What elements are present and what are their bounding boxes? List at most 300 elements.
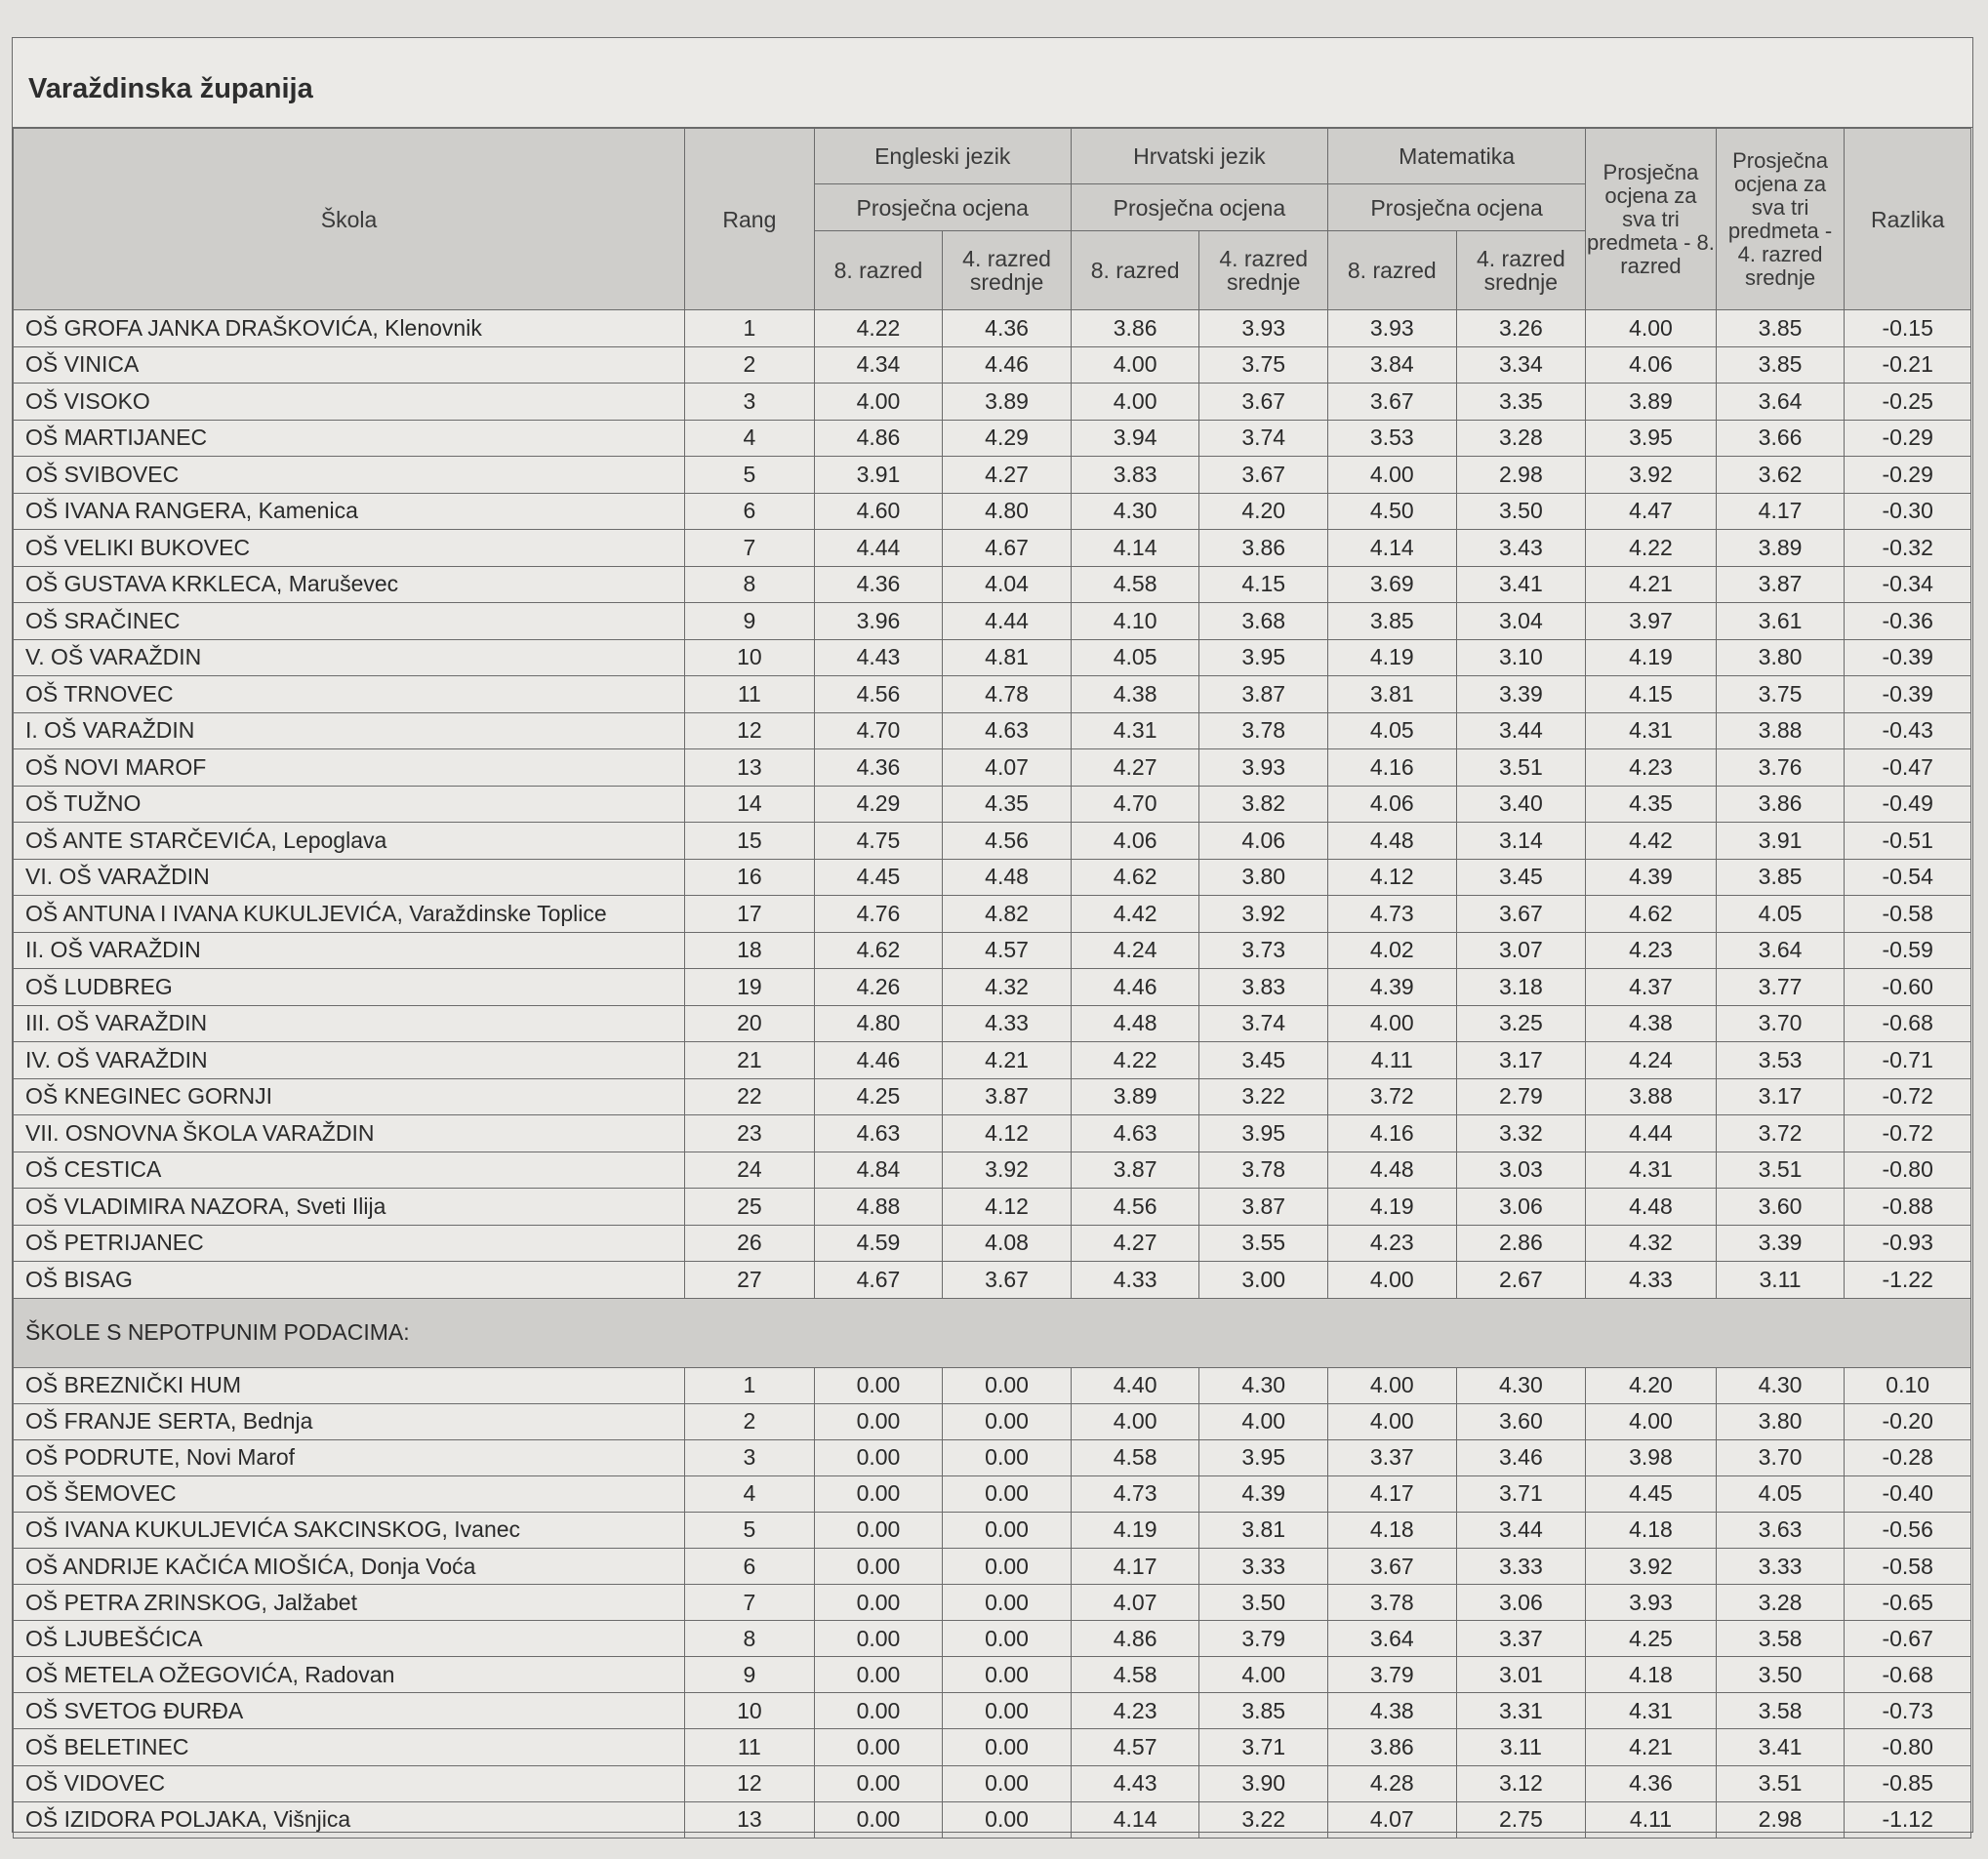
cell-math-4: 3.60: [1456, 1403, 1586, 1439]
cell-school-name: OŠ KNEGINEC GORNJI: [14, 1078, 685, 1115]
cell-difference: -0.34: [1845, 566, 1971, 603]
cell-croatian-4: 3.95: [1199, 1439, 1328, 1475]
cell-avg-all-4: 3.86: [1716, 786, 1845, 823]
cell-english-4: 3.89: [943, 384, 1072, 421]
cell-english-4: 0.00: [943, 1765, 1072, 1801]
cell-croatian-4: 3.82: [1199, 786, 1328, 823]
section-label: ŠKOLE S NEPOTPUNIM PODACIMA:: [14, 1298, 1971, 1367]
cell-croatian-4: 3.87: [1199, 1189, 1328, 1226]
table-row: [14, 1475, 1971, 1512]
cell-croatian-4: 3.87: [1199, 676, 1328, 713]
cell-croatian-8: 4.06: [1071, 823, 1199, 860]
cell-english-4: 4.56: [943, 823, 1072, 860]
cell-rank: 7: [685, 1585, 815, 1621]
cell-croatian-8: 4.14: [1071, 1801, 1199, 1838]
cell-avg-all-8: 4.31: [1586, 1693, 1717, 1729]
cell-english-8: 4.76: [814, 896, 943, 933]
table-row: [14, 1693, 1971, 1729]
cell-english-4: 3.87: [943, 1078, 1072, 1115]
table-row: [14, 786, 1971, 823]
cell-avg-all-4: 3.50: [1716, 1657, 1845, 1693]
cell-avg-all-8: 4.44: [1586, 1115, 1717, 1152]
cell-english-4: 4.27: [943, 457, 1072, 494]
cell-math-8: 3.86: [1327, 1729, 1456, 1765]
cell-math-4: 4.30: [1456, 1367, 1586, 1403]
cell-math-8: 3.69: [1327, 566, 1456, 603]
cell-math-8: 3.53: [1327, 420, 1456, 457]
cell-math-4: 3.41: [1456, 566, 1586, 603]
table-row: [14, 1729, 1971, 1765]
cell-english-4: 4.12: [943, 1189, 1072, 1226]
cell-english-8: 0.00: [814, 1548, 943, 1584]
cell-english-8: 0.00: [814, 1729, 943, 1765]
cell-math-4: 3.43: [1456, 530, 1586, 567]
cell-math-4: 3.46: [1456, 1439, 1586, 1475]
cell-croatian-8: 4.05: [1071, 639, 1199, 676]
cell-math-8: 4.00: [1327, 1005, 1456, 1042]
cell-school-name: OŠ VINICA: [14, 346, 685, 384]
cell-school-name: OŠ FRANJE SERTA, Bednja: [14, 1403, 685, 1439]
cell-english-8: 4.22: [814, 310, 943, 347]
cell-math-4: 3.04: [1456, 603, 1586, 640]
cell-rank: 10: [685, 1693, 815, 1729]
cell-english-8: 0.00: [814, 1403, 943, 1439]
cell-math-8: 4.28: [1327, 1765, 1456, 1801]
cell-croatian-8: 4.10: [1071, 603, 1199, 640]
cell-difference: -0.47: [1845, 749, 1971, 787]
cell-math-8: 4.00: [1327, 1403, 1456, 1439]
cell-english-8: 0.00: [814, 1367, 943, 1403]
cell-math-8: 3.93: [1327, 310, 1456, 347]
cell-math-8: 4.50: [1327, 493, 1456, 530]
cell-croatian-4: 3.74: [1199, 420, 1328, 457]
header-croatian-grade8: 8. razred: [1071, 231, 1199, 310]
cell-rank: 9: [685, 603, 815, 640]
cell-difference: -0.29: [1845, 420, 1971, 457]
cell-math-8: 4.06: [1327, 786, 1456, 823]
cell-rank: 23: [685, 1115, 815, 1152]
cell-english-4: 3.92: [943, 1152, 1072, 1189]
cell-school-name: II. OŠ VARAŽDIN: [14, 932, 685, 969]
cell-croatian-4: 3.93: [1199, 749, 1328, 787]
cell-english-4: 4.82: [943, 896, 1072, 933]
cell-english-8: 4.80: [814, 1005, 943, 1042]
cell-avg-all-8: 3.88: [1586, 1078, 1717, 1115]
cell-difference: -0.73: [1845, 1693, 1971, 1729]
cell-avg-all-4: 3.77: [1716, 969, 1845, 1006]
cell-avg-all-8: 4.25: [1586, 1621, 1717, 1657]
cell-math-8: 4.16: [1327, 749, 1456, 787]
cell-avg-all-8: 4.31: [1586, 1152, 1717, 1189]
table-row: [14, 1225, 1971, 1262]
cell-rank: 8: [685, 566, 815, 603]
cell-english-4: 0.00: [943, 1548, 1072, 1584]
cell-school-name: OŠ ANTUNA I IVANA KUKULJEVIĆA, Varaždinske Toplice: [14, 896, 685, 933]
cell-english-4: 4.32: [943, 969, 1072, 1006]
cell-croatian-4: 3.86: [1199, 530, 1328, 567]
cell-avg-all-4: 3.60: [1716, 1189, 1845, 1226]
cell-math-4: 3.14: [1456, 823, 1586, 860]
table-row: [14, 1115, 1971, 1152]
cell-math-8: 3.84: [1327, 346, 1456, 384]
cell-avg-all-4: 3.70: [1716, 1005, 1845, 1042]
cell-math-8: 3.67: [1327, 1548, 1456, 1584]
cell-difference: -0.60: [1845, 969, 1971, 1006]
cell-avg-all-8: 4.35: [1586, 786, 1717, 823]
cell-avg-all-8: 4.00: [1586, 1403, 1717, 1439]
cell-english-4: 4.36: [943, 310, 1072, 347]
cell-school-name: OŠ SVETOG ĐURĐA: [14, 1693, 685, 1729]
cell-difference: -0.72: [1845, 1115, 1971, 1152]
cell-croatian-4: 4.20: [1199, 493, 1328, 530]
cell-rank: 11: [685, 676, 815, 713]
table-row: [14, 1585, 1971, 1621]
cell-avg-all-4: 4.05: [1716, 1475, 1845, 1512]
table-row: [14, 1042, 1971, 1079]
cell-difference: -1.12: [1845, 1801, 1971, 1838]
cell-rank: 26: [685, 1225, 815, 1262]
cell-difference: -0.25: [1845, 384, 1971, 421]
cell-school-name: IV. OŠ VARAŽDIN: [14, 1042, 685, 1079]
header-croatian: Hrvatski jezik: [1071, 129, 1327, 184]
cell-math-4: 3.51: [1456, 749, 1586, 787]
cell-avg-all-8: 4.18: [1586, 1512, 1717, 1548]
cell-english-8: 4.60: [814, 493, 943, 530]
header-rank: Rang: [685, 129, 815, 310]
cell-math-8: 4.23: [1327, 1225, 1456, 1262]
cell-school-name: OŠ VLADIMIRA NAZORA, Sveti Ilija: [14, 1189, 685, 1226]
cell-difference: -0.68: [1845, 1005, 1971, 1042]
cell-english-8: 4.29: [814, 786, 943, 823]
cell-math-4: 3.26: [1456, 310, 1586, 347]
cell-school-name: I. OŠ VARAŽDIN: [14, 712, 685, 749]
table-row: [14, 639, 1971, 676]
cell-school-name: OŠ PETRA ZRINSKOG, Jalžabet: [14, 1585, 685, 1621]
cell-avg-all-8: 4.38: [1586, 1005, 1717, 1042]
cell-croatian-8: 4.31: [1071, 712, 1199, 749]
cell-croatian-4: 3.92: [1199, 896, 1328, 933]
cell-rank: 3: [685, 1439, 815, 1475]
cell-english-8: 3.91: [814, 457, 943, 494]
table-row: [14, 1657, 1971, 1693]
cell-difference: -0.68: [1845, 1657, 1971, 1693]
cell-croatian-8: 4.27: [1071, 1225, 1199, 1262]
cell-difference: -0.80: [1845, 1152, 1971, 1189]
cell-math-4: 3.44: [1456, 712, 1586, 749]
table-row: [14, 1765, 1971, 1801]
cell-avg-all-4: 3.63: [1716, 1512, 1845, 1548]
cell-school-name: OŠ VIDOVEC: [14, 1765, 685, 1801]
cell-avg-all-8: 3.97: [1586, 603, 1717, 640]
cell-english-8: 3.96: [814, 603, 943, 640]
cell-english-8: 4.56: [814, 676, 943, 713]
cell-math-4: 2.98: [1456, 457, 1586, 494]
cell-difference: -0.36: [1845, 603, 1971, 640]
cell-avg-all-4: 3.58: [1716, 1693, 1845, 1729]
cell-croatian-4: 3.81: [1199, 1512, 1328, 1548]
table-row: [14, 1801, 1971, 1838]
table-row: [14, 1152, 1971, 1189]
cell-croatian-8: 4.73: [1071, 1475, 1199, 1512]
cell-avg-all-8: 4.23: [1586, 749, 1717, 787]
cell-english-8: 0.00: [814, 1475, 943, 1512]
cell-math-8: 4.11: [1327, 1042, 1456, 1079]
cell-croatian-8: 4.42: [1071, 896, 1199, 933]
cell-school-name: OŠ IVANA RANGERA, Kamenica: [14, 493, 685, 530]
cell-english-8: 0.00: [814, 1657, 943, 1693]
table-row: [14, 896, 1971, 933]
header-croatian-avg: Prosječna ocjena: [1071, 184, 1327, 231]
table-row: [14, 457, 1971, 494]
cell-math-8: 4.12: [1327, 859, 1456, 896]
cell-difference: -0.67: [1845, 1621, 1971, 1657]
cell-difference: -0.58: [1845, 896, 1971, 933]
header-avg-all-8: Prosječna ocjena za sva tri predmeta - 8. razred: [1586, 129, 1717, 310]
cell-english-8: 0.00: [814, 1765, 943, 1801]
cell-rank: 16: [685, 859, 815, 896]
cell-math-4: 3.37: [1456, 1621, 1586, 1657]
cell-rank: 6: [685, 493, 815, 530]
cell-avg-all-4: 3.28: [1716, 1585, 1845, 1621]
cell-avg-all-8: 3.89: [1586, 384, 1717, 421]
cell-math-4: 3.31: [1456, 1693, 1586, 1729]
cell-math-8: 4.39: [1327, 969, 1456, 1006]
cell-rank: 13: [685, 1801, 815, 1838]
cell-croatian-8: 4.07: [1071, 1585, 1199, 1621]
cell-avg-all-4: 3.62: [1716, 457, 1845, 494]
cell-croatian-8: 4.58: [1071, 566, 1199, 603]
cell-croatian-4: 3.68: [1199, 603, 1328, 640]
cell-english-4: 4.35: [943, 786, 1072, 823]
cell-croatian-4: 3.83: [1199, 969, 1328, 1006]
cell-math-4: 3.45: [1456, 859, 1586, 896]
cell-avg-all-4: 3.80: [1716, 1403, 1845, 1439]
cell-croatian-8: 4.19: [1071, 1512, 1199, 1548]
table-row: [14, 1078, 1971, 1115]
cell-school-name: VII. OSNOVNA ŠKOLA VARAŽDIN: [14, 1115, 685, 1152]
cell-avg-all-4: 3.85: [1716, 859, 1845, 896]
cell-math-4: 3.18: [1456, 969, 1586, 1006]
cell-english-8: 4.43: [814, 639, 943, 676]
cell-croatian-4: 3.55: [1199, 1225, 1328, 1262]
cell-rank: 6: [685, 1548, 815, 1584]
cell-english-4: 4.33: [943, 1005, 1072, 1042]
table-row: [14, 749, 1971, 787]
cell-english-4: 4.07: [943, 749, 1072, 787]
cell-croatian-4: 3.93: [1199, 310, 1328, 347]
cell-math-4: 3.40: [1456, 786, 1586, 823]
cell-avg-all-8: 4.62: [1586, 896, 1717, 933]
cell-english-8: 4.86: [814, 420, 943, 457]
table-row: [14, 310, 1971, 347]
cell-avg-all-4: 3.80: [1716, 639, 1845, 676]
cell-croatian-8: 4.00: [1071, 384, 1199, 421]
cell-avg-all-8: 3.93: [1586, 1585, 1717, 1621]
cell-croatian-4: 3.78: [1199, 712, 1328, 749]
cell-school-name: OŠ NOVI MAROF: [14, 749, 685, 787]
cell-rank: 27: [685, 1262, 815, 1299]
cell-avg-all-4: 3.88: [1716, 712, 1845, 749]
cell-croatian-8: 4.27: [1071, 749, 1199, 787]
cell-english-8: 0.00: [814, 1801, 943, 1838]
cell-math-4: 3.67: [1456, 896, 1586, 933]
cell-avg-all-8: 4.20: [1586, 1367, 1717, 1403]
cell-english-4: 0.00: [943, 1439, 1072, 1475]
cell-avg-all-4: 3.51: [1716, 1152, 1845, 1189]
cell-school-name: OŠ PODRUTE, Novi Marof: [14, 1439, 685, 1475]
cell-difference: -0.58: [1845, 1548, 1971, 1584]
results-sheet: [12, 37, 1973, 1833]
cell-avg-all-4: 3.64: [1716, 384, 1845, 421]
cell-school-name: OŠ MARTIJANEC: [14, 420, 685, 457]
header-english-grade8: 8. razred: [814, 231, 943, 310]
table-row: [14, 1189, 1971, 1226]
cell-math-8: 4.38: [1327, 1693, 1456, 1729]
cell-english-4: 0.00: [943, 1475, 1072, 1512]
cell-english-8: 0.00: [814, 1585, 943, 1621]
cell-rank: 22: [685, 1078, 815, 1115]
cell-english-8: 0.00: [814, 1512, 943, 1548]
cell-school-name: OŠ GROFA JANKA DRAŠKOVIĆA, Klenovnik: [14, 310, 685, 347]
cell-difference: -0.29: [1845, 457, 1971, 494]
cell-croatian-8: 3.83: [1071, 457, 1199, 494]
cell-avg-all-8: 3.92: [1586, 1548, 1717, 1584]
cell-avg-all-4: 2.98: [1716, 1801, 1845, 1838]
table-row: [14, 676, 1971, 713]
cell-croatian-8: 4.30: [1071, 493, 1199, 530]
cell-math-4: 3.07: [1456, 932, 1586, 969]
page-title: Varaždinska županija: [13, 38, 1972, 128]
cell-rank: 25: [685, 1189, 815, 1226]
cell-school-name: III. OŠ VARAŽDIN: [14, 1005, 685, 1042]
cell-math-8: 4.19: [1327, 639, 1456, 676]
cell-avg-all-8: 4.19: [1586, 639, 1717, 676]
cell-school-name: OŠ LUDBREG: [14, 969, 685, 1006]
table-row: [14, 1403, 1971, 1439]
cell-difference: -0.40: [1845, 1475, 1971, 1512]
cell-difference: 0.10: [1845, 1367, 1971, 1403]
cell-croatian-4: 4.39: [1199, 1475, 1328, 1512]
cell-croatian-4: 3.95: [1199, 1115, 1328, 1152]
cell-english-8: 4.75: [814, 823, 943, 860]
cell-avg-all-8: 4.23: [1586, 932, 1717, 969]
cell-english-8: 4.36: [814, 566, 943, 603]
cell-avg-all-4: 3.39: [1716, 1225, 1845, 1262]
cell-difference: -0.65: [1845, 1585, 1971, 1621]
cell-english-4: 0.00: [943, 1621, 1072, 1657]
table-row: [14, 530, 1971, 567]
cell-croatian-4: 3.22: [1199, 1801, 1328, 1838]
cell-english-4: 4.48: [943, 859, 1072, 896]
cell-school-name: OŠ BELETINEC: [14, 1729, 685, 1765]
header-math-grade4: 4. razred srednje: [1456, 231, 1586, 310]
cell-avg-all-8: 4.31: [1586, 712, 1717, 749]
cell-math-8: 4.17: [1327, 1475, 1456, 1512]
cell-difference: -0.54: [1845, 859, 1971, 896]
cell-croatian-4: 3.67: [1199, 457, 1328, 494]
cell-math-4: 3.12: [1456, 1765, 1586, 1801]
cell-avg-all-4: 3.66: [1716, 420, 1845, 457]
cell-math-8: 4.16: [1327, 1115, 1456, 1152]
cell-english-4: 0.00: [943, 1585, 1072, 1621]
cell-avg-all-4: 3.91: [1716, 823, 1845, 860]
cell-math-8: 3.85: [1327, 603, 1456, 640]
cell-croatian-8: 4.22: [1071, 1042, 1199, 1079]
cell-avg-all-4: 3.85: [1716, 310, 1845, 347]
table-row: [14, 932, 1971, 969]
cell-english-8: 0.00: [814, 1693, 943, 1729]
cell-difference: -0.88: [1845, 1189, 1971, 1226]
cell-school-name: OŠ ANTE STARČEVIĆA, Lepoglava: [14, 823, 685, 860]
cell-math-8: 3.81: [1327, 676, 1456, 713]
cell-math-8: 4.00: [1327, 457, 1456, 494]
cell-english-4: 4.29: [943, 420, 1072, 457]
cell-difference: -0.30: [1845, 493, 1971, 530]
table-row: [14, 1621, 1971, 1657]
cell-math-4: 3.71: [1456, 1475, 1586, 1512]
cell-difference: -0.43: [1845, 712, 1971, 749]
cell-avg-all-8: 4.06: [1586, 346, 1717, 384]
table-row: [14, 1367, 1971, 1403]
header-math-avg: Prosječna ocjena: [1327, 184, 1585, 231]
cell-croatian-4: 3.75: [1199, 346, 1328, 384]
cell-math-4: 3.35: [1456, 384, 1586, 421]
cell-difference: -0.15: [1845, 310, 1971, 347]
cell-math-8: 4.00: [1327, 1262, 1456, 1299]
cell-english-8: 4.46: [814, 1042, 943, 1079]
cell-avg-all-4: 3.85: [1716, 346, 1845, 384]
cell-rank: 4: [685, 1475, 815, 1512]
cell-rank: 7: [685, 530, 815, 567]
cell-avg-all-8: 4.32: [1586, 1225, 1717, 1262]
cell-avg-all-8: 4.11: [1586, 1801, 1717, 1838]
cell-croatian-8: 3.86: [1071, 310, 1199, 347]
cell-math-4: 3.28: [1456, 420, 1586, 457]
cell-english-4: 4.08: [943, 1225, 1072, 1262]
cell-difference: -0.21: [1845, 346, 1971, 384]
cell-rank: 4: [685, 420, 815, 457]
table-row: [14, 859, 1971, 896]
cell-avg-all-8: 4.15: [1586, 676, 1717, 713]
section-row: [14, 1298, 1971, 1367]
cell-english-8: 4.45: [814, 859, 943, 896]
table-row: [14, 493, 1971, 530]
cell-croatian-8: 4.57: [1071, 1729, 1199, 1765]
cell-difference: -0.59: [1845, 932, 1971, 969]
cell-rank: 10: [685, 639, 815, 676]
cell-avg-all-8: 4.48: [1586, 1189, 1717, 1226]
cell-school-name: OŠ GUSTAVA KRKLECA, Maruševec: [14, 566, 685, 603]
cell-english-4: 0.00: [943, 1403, 1072, 1439]
cell-avg-all-8: 4.37: [1586, 969, 1717, 1006]
cell-rank: 3: [685, 384, 815, 421]
cell-english-4: 0.00: [943, 1729, 1072, 1765]
cell-english-4: 4.80: [943, 493, 1072, 530]
header-math-grade8: 8. razred: [1327, 231, 1456, 310]
table-row: [14, 1439, 1971, 1475]
cell-croatian-8: 4.43: [1071, 1765, 1199, 1801]
cell-croatian-8: 4.33: [1071, 1262, 1199, 1299]
cell-croatian-4: 4.30: [1199, 1367, 1328, 1403]
header-difference: Razlika: [1845, 129, 1971, 310]
header-school: Škola: [14, 129, 685, 310]
cell-school-name: OŠ SVIBOVEC: [14, 457, 685, 494]
cell-croatian-8: 3.94: [1071, 420, 1199, 457]
cell-rank: 5: [685, 457, 815, 494]
cell-croatian-4: 3.50: [1199, 1585, 1328, 1621]
cell-math-8: 3.64: [1327, 1621, 1456, 1657]
cell-english-8: 4.44: [814, 530, 943, 567]
